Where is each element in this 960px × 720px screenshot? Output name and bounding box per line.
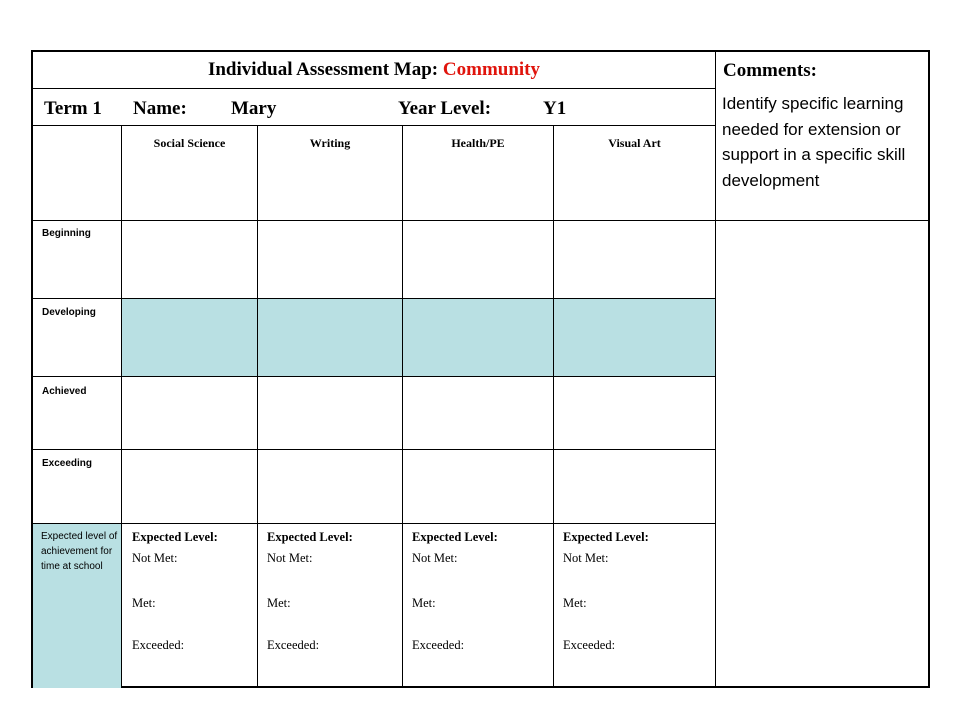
expected-level-heading: Expected Level: xyxy=(267,530,353,544)
not-met-label: Not Met: xyxy=(132,551,178,565)
comments-instructions: Identify specific learning needed for extension or support in a specific skill development xyxy=(722,94,906,190)
comments-heading: Comments: xyxy=(723,60,817,81)
expected-block-health-pe xyxy=(412,530,498,653)
expected-level-heading: Expected Level: xyxy=(132,530,218,544)
expected-level-row-label: Expected level of achievement for time at school xyxy=(41,531,118,572)
met-label: Met: xyxy=(267,596,291,610)
assessment-map-table xyxy=(31,50,930,688)
exceeded-label: Exceeded: xyxy=(563,638,616,652)
exceeded-label: Exceeded: xyxy=(267,638,320,652)
subject-header-visual-art: Visual Art xyxy=(608,136,661,150)
met-label: Met: xyxy=(412,596,436,610)
level-label-achieved: Achieved xyxy=(42,386,87,397)
subject-header-social-science: Social Science xyxy=(153,136,226,150)
expected-block-writing xyxy=(267,530,353,653)
page-title xyxy=(33,59,715,81)
student-name: Mary xyxy=(231,98,277,119)
term-label: Term 1 xyxy=(44,98,102,119)
met-label: Met: xyxy=(563,596,587,610)
exceeded-label: Exceeded: xyxy=(412,638,465,652)
met-label: Met: xyxy=(132,596,156,610)
not-met-label: Not Met: xyxy=(563,551,609,565)
level-label-beginning: Beginning xyxy=(42,228,91,239)
level-label-exceeding: Exceeding xyxy=(42,458,93,469)
level-label-developing: Developing xyxy=(42,307,96,318)
title-prefix: Individual Assessment Map: xyxy=(207,59,443,80)
expected-block-visual-art xyxy=(563,530,649,653)
exceeded-label: Exceeded: xyxy=(132,638,185,652)
year-level-label: Year Level: xyxy=(398,98,492,119)
expected-level-heading: Expected Level: xyxy=(563,530,649,544)
not-met-label: Not Met: xyxy=(267,551,313,565)
not-met-label: Not Met: xyxy=(412,551,458,565)
developing-row-highlight xyxy=(122,298,716,376)
expected-level-heading: Expected Level: xyxy=(412,530,498,544)
expected-block-social-science xyxy=(132,530,218,653)
subject-header-writing: Writing xyxy=(309,136,351,150)
subject-header-health-pe: Health/PE xyxy=(451,136,505,150)
title-topic: Community xyxy=(442,59,541,80)
year-level-value: Y1 xyxy=(543,98,567,119)
name-label: Name: xyxy=(133,98,187,119)
